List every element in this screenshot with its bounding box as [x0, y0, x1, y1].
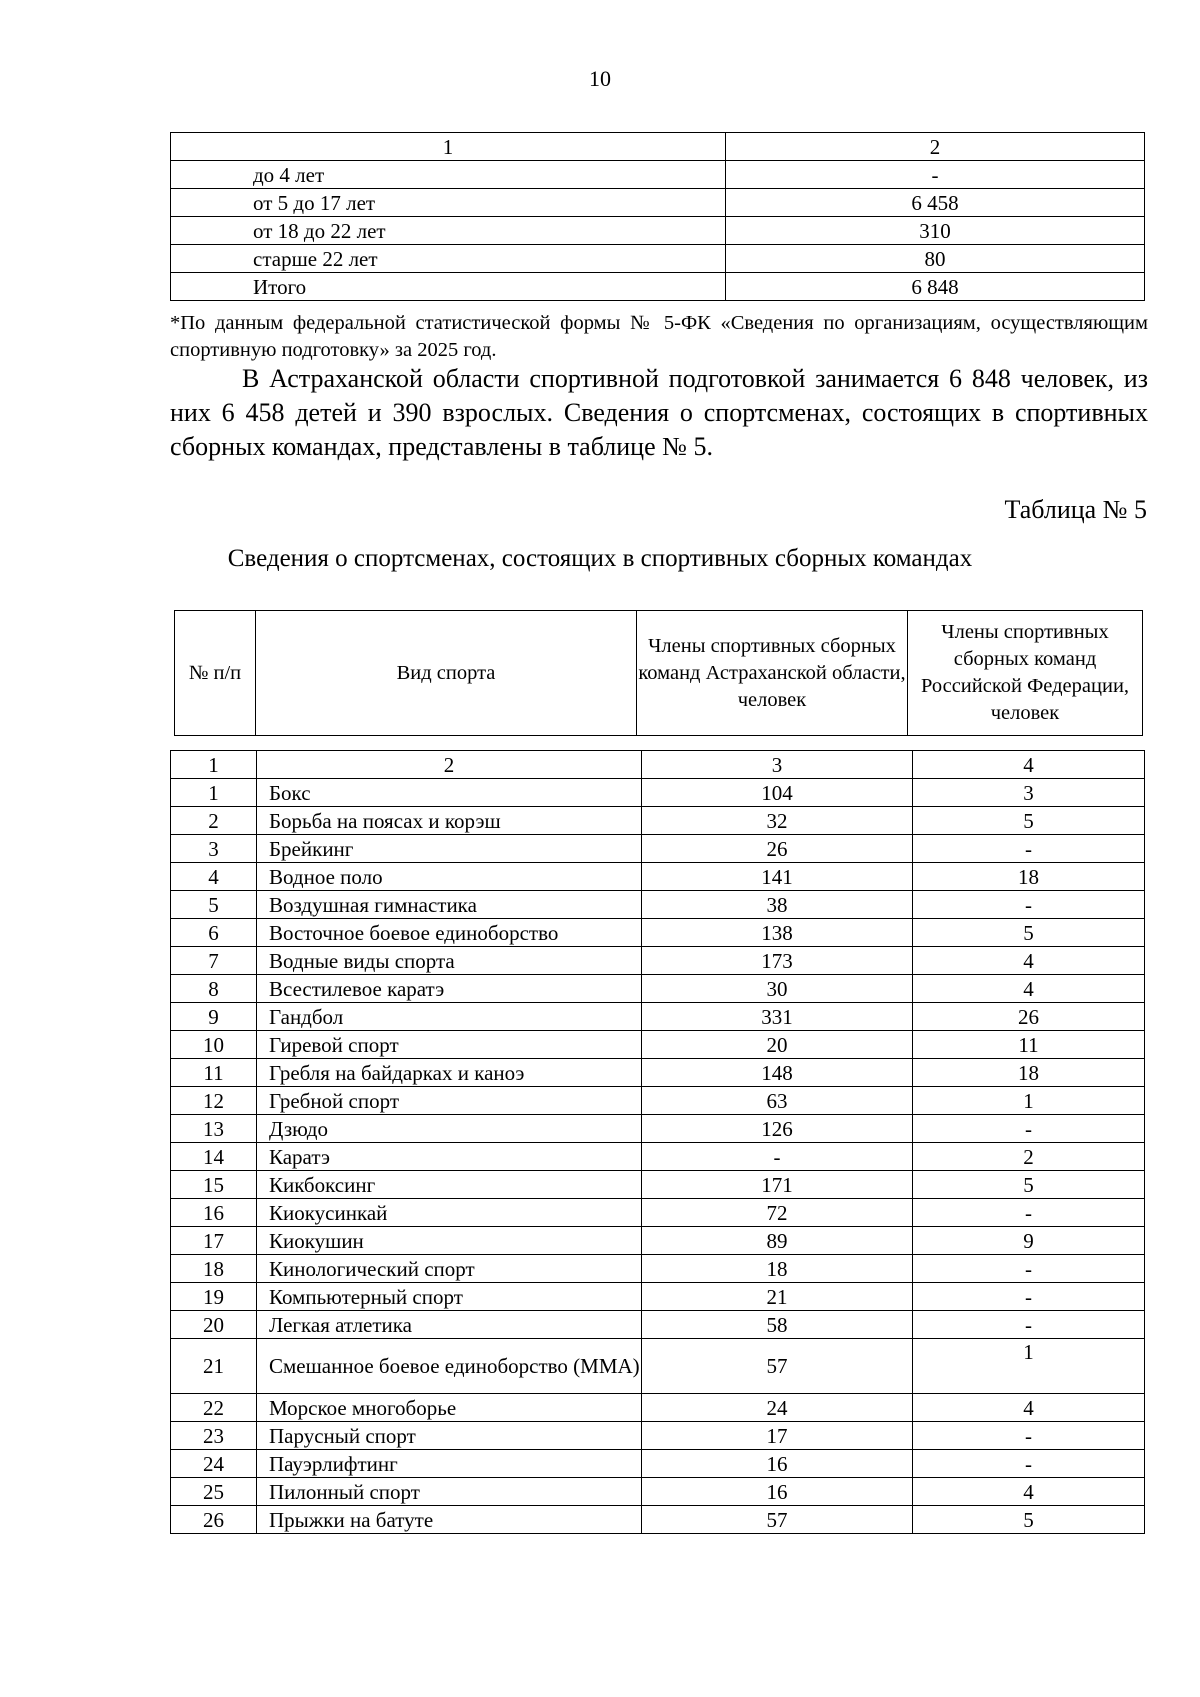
sport-name: Воздушная гимнастика: [257, 891, 642, 919]
sport-name: Брейкинг: [257, 835, 642, 863]
sport-name: Гандбол: [257, 1003, 642, 1031]
russia-team-count: 2: [913, 1143, 1145, 1171]
table-row: [171, 189, 1145, 217]
row-number: 9: [171, 1003, 257, 1031]
russia-team-count: 4: [913, 975, 1145, 1003]
column-header-number: № п/п: [175, 611, 256, 736]
region-team-count: 173: [642, 947, 913, 975]
region-team-count: 32: [642, 807, 913, 835]
sport-name: Пауэрлифтинг: [257, 1450, 642, 1478]
row-number: 18: [171, 1255, 257, 1283]
age-group-value: 6 458: [726, 189, 1145, 217]
russia-team-count: 5: [913, 1506, 1145, 1534]
row-number: 21: [171, 1339, 257, 1394]
row-number: 20: [171, 1311, 257, 1339]
table-row: [171, 1059, 1145, 1087]
region-team-count: 17: [642, 1422, 913, 1450]
total-label: Итого: [171, 273, 726, 301]
sport-name: Гребной спорт: [257, 1087, 642, 1115]
row-number: 17: [171, 1227, 257, 1255]
age-group-value: 310: [726, 217, 1145, 245]
table-row: [171, 835, 1145, 863]
column-header-sport: Вид спорта: [256, 611, 637, 736]
sport-name: Водное поло: [257, 863, 642, 891]
table-row: [171, 1506, 1145, 1534]
russia-team-count: 3: [913, 779, 1145, 807]
column-number-row: [171, 751, 1145, 779]
region-team-count: 63: [642, 1087, 913, 1115]
region-team-count: 20: [642, 1031, 913, 1059]
age-table: [170, 132, 1145, 301]
region-team-count: 57: [642, 1506, 913, 1534]
row-number: 2: [171, 807, 257, 835]
table-row: [171, 1283, 1145, 1311]
age-group-label: до 4 лет: [171, 161, 726, 189]
table-title: Сведения о спортсменах, состоящих в спортивных сборных командах: [227, 545, 973, 572]
region-team-count: 138: [642, 919, 913, 947]
russia-team-count: -: [913, 1311, 1145, 1339]
row-number: 11: [171, 1059, 257, 1087]
column-number: 3: [642, 751, 913, 779]
table-row: [171, 863, 1145, 891]
russia-team-count: 11: [913, 1031, 1145, 1059]
russia-team-count: 4: [913, 1478, 1145, 1506]
russia-team-count: -: [913, 1422, 1145, 1450]
table-row: [171, 891, 1145, 919]
table-row: [171, 1255, 1145, 1283]
row-number: 22: [171, 1394, 257, 1422]
age-group-value: -: [726, 161, 1145, 189]
russia-team-count: -: [913, 835, 1145, 863]
table-row: [171, 161, 1145, 189]
row-number: 16: [171, 1199, 257, 1227]
body-paragraph: В Астраханской области спортивной подготовкой занимается 6 848 человек, из них 6 458 детей и 390 взрослых. Сведения о спортсменах, состоящих в спортивных сборных командах, представлены в таблице № 5.: [170, 364, 1148, 461]
region-team-count: 24: [642, 1394, 913, 1422]
total-value: 6 848: [726, 273, 1145, 301]
table-row: [171, 1003, 1145, 1031]
table-row: [171, 1339, 1145, 1394]
region-team-count: 171: [642, 1171, 913, 1199]
russia-team-count: 5: [913, 807, 1145, 835]
table-row: [171, 919, 1145, 947]
russia-team-count: 5: [913, 1171, 1145, 1199]
russia-team-count: -: [913, 1283, 1145, 1311]
sports-table-header: [174, 610, 1143, 736]
region-team-count: 21: [642, 1283, 913, 1311]
table-row: [171, 245, 1145, 273]
row-number: 19: [171, 1283, 257, 1311]
region-team-count: -: [642, 1143, 913, 1171]
russia-team-count: 5: [913, 919, 1145, 947]
row-number: 25: [171, 1478, 257, 1506]
row-number: 6: [171, 919, 257, 947]
row-number: 15: [171, 1171, 257, 1199]
table-row: [171, 1422, 1145, 1450]
total-row: [171, 273, 1145, 301]
age-group-label: от 18 до 22 лет: [171, 217, 726, 245]
sport-name: Смешанное боевое единоборство (ММА): [257, 1339, 642, 1394]
russia-team-count: -: [913, 891, 1145, 919]
region-team-count: 16: [642, 1478, 913, 1506]
table-caption: Таблица № 5: [1004, 495, 1147, 524]
row-number: 4: [171, 863, 257, 891]
sport-name: Кинологический спорт: [257, 1255, 642, 1283]
region-team-count: 148: [642, 1059, 913, 1087]
table-row: [171, 1450, 1145, 1478]
russia-team-count: 1: [913, 1339, 1145, 1394]
row-number: 7: [171, 947, 257, 975]
table-row: [171, 1115, 1145, 1143]
region-team-count: 57: [642, 1339, 913, 1394]
age-table-header-row: [171, 133, 1145, 161]
region-team-count: 58: [642, 1311, 913, 1339]
sport-name: Дзюдо: [257, 1115, 642, 1143]
sport-name: Борьба на поясах и корэш: [257, 807, 642, 835]
russia-team-count: 1: [913, 1087, 1145, 1115]
region-team-count: 18: [642, 1255, 913, 1283]
sport-name: Морское многоборье: [257, 1394, 642, 1422]
age-group-label: от 5 до 17 лет: [171, 189, 726, 217]
page-number: 10: [589, 66, 611, 91]
sport-name: Каратэ: [257, 1143, 642, 1171]
sport-name: Восточное боевое единоборство: [257, 919, 642, 947]
region-team-count: 72: [642, 1199, 913, 1227]
column-number: 1: [171, 133, 726, 161]
sports-table: [170, 750, 1145, 1534]
sport-name: Гиревой спорт: [257, 1031, 642, 1059]
table-row: [171, 1171, 1145, 1199]
region-team-count: 141: [642, 863, 913, 891]
table-row: [171, 1311, 1145, 1339]
region-team-count: 26: [642, 835, 913, 863]
russia-team-count: -: [913, 1199, 1145, 1227]
sport-name: Водные виды спорта: [257, 947, 642, 975]
column-header-region: Члены спортивных сборных команд Астраханской области, человек: [637, 611, 908, 736]
sport-name: Гребля на байдарках и каноэ: [257, 1059, 642, 1087]
sport-name: Всестилевое каратэ: [257, 975, 642, 1003]
sport-name: Киокушин: [257, 1227, 642, 1255]
region-team-count: 16: [642, 1450, 913, 1478]
row-number: 8: [171, 975, 257, 1003]
row-number: 3: [171, 835, 257, 863]
sport-name: Легкая атлетика: [257, 1311, 642, 1339]
row-number: 10: [171, 1031, 257, 1059]
table-row: [171, 807, 1145, 835]
sport-name: Кикбоксинг: [257, 1171, 642, 1199]
region-team-count: 331: [642, 1003, 913, 1031]
russia-team-count: 4: [913, 1394, 1145, 1422]
table-row: [171, 217, 1145, 245]
column-number: 2: [257, 751, 642, 779]
table-row: [171, 1478, 1145, 1506]
table-row: [171, 1087, 1145, 1115]
sport-name: Прыжки на батуте: [257, 1506, 642, 1534]
row-number: 24: [171, 1450, 257, 1478]
row-number: 26: [171, 1506, 257, 1534]
region-team-count: 126: [642, 1115, 913, 1143]
russia-team-count: 4: [913, 947, 1145, 975]
russia-team-count: -: [913, 1450, 1145, 1478]
russia-team-count: 26: [913, 1003, 1145, 1031]
region-team-count: 30: [642, 975, 913, 1003]
sport-name: Компьютерный спорт: [257, 1283, 642, 1311]
table-row: [171, 975, 1145, 1003]
sport-name: Бокс: [257, 779, 642, 807]
column-header-russia: Члены спортивных сборных команд Российской Федерации, человек: [908, 611, 1143, 736]
row-number: 23: [171, 1422, 257, 1450]
table-row: [171, 1199, 1145, 1227]
table-row: [171, 1227, 1145, 1255]
region-team-count: 38: [642, 891, 913, 919]
table-row: [171, 1031, 1145, 1059]
table-row: [171, 779, 1145, 807]
table-row: [171, 1143, 1145, 1171]
russia-team-count: 9: [913, 1227, 1145, 1255]
sport-name: Пилонный спорт: [257, 1478, 642, 1506]
row-number: 1: [171, 779, 257, 807]
row-number: 12: [171, 1087, 257, 1115]
russia-team-count: -: [913, 1115, 1145, 1143]
row-number: 5: [171, 891, 257, 919]
region-team-count: 104: [642, 779, 913, 807]
table-row: [171, 947, 1145, 975]
region-team-count: 89: [642, 1227, 913, 1255]
row-number: 14: [171, 1143, 257, 1171]
column-number: 2: [726, 133, 1145, 161]
table-row: [171, 1394, 1145, 1422]
russia-team-count: 18: [913, 1059, 1145, 1087]
column-number: 4: [913, 751, 1145, 779]
age-group-value: 80: [726, 245, 1145, 273]
sport-name: Киокусинкай: [257, 1199, 642, 1227]
russia-team-count: -: [913, 1255, 1145, 1283]
footnote: *По данным федеральной статистической формы № 5-ФК «Сведения по организациям, осуществляющим спортивную подготовку» за 2025 год.: [170, 312, 1148, 361]
russia-team-count: 18: [913, 863, 1145, 891]
column-number: 1: [171, 751, 257, 779]
sport-name: Парусный спорт: [257, 1422, 642, 1450]
age-group-label: старше 22 лет: [171, 245, 726, 273]
row-number: 13: [171, 1115, 257, 1143]
